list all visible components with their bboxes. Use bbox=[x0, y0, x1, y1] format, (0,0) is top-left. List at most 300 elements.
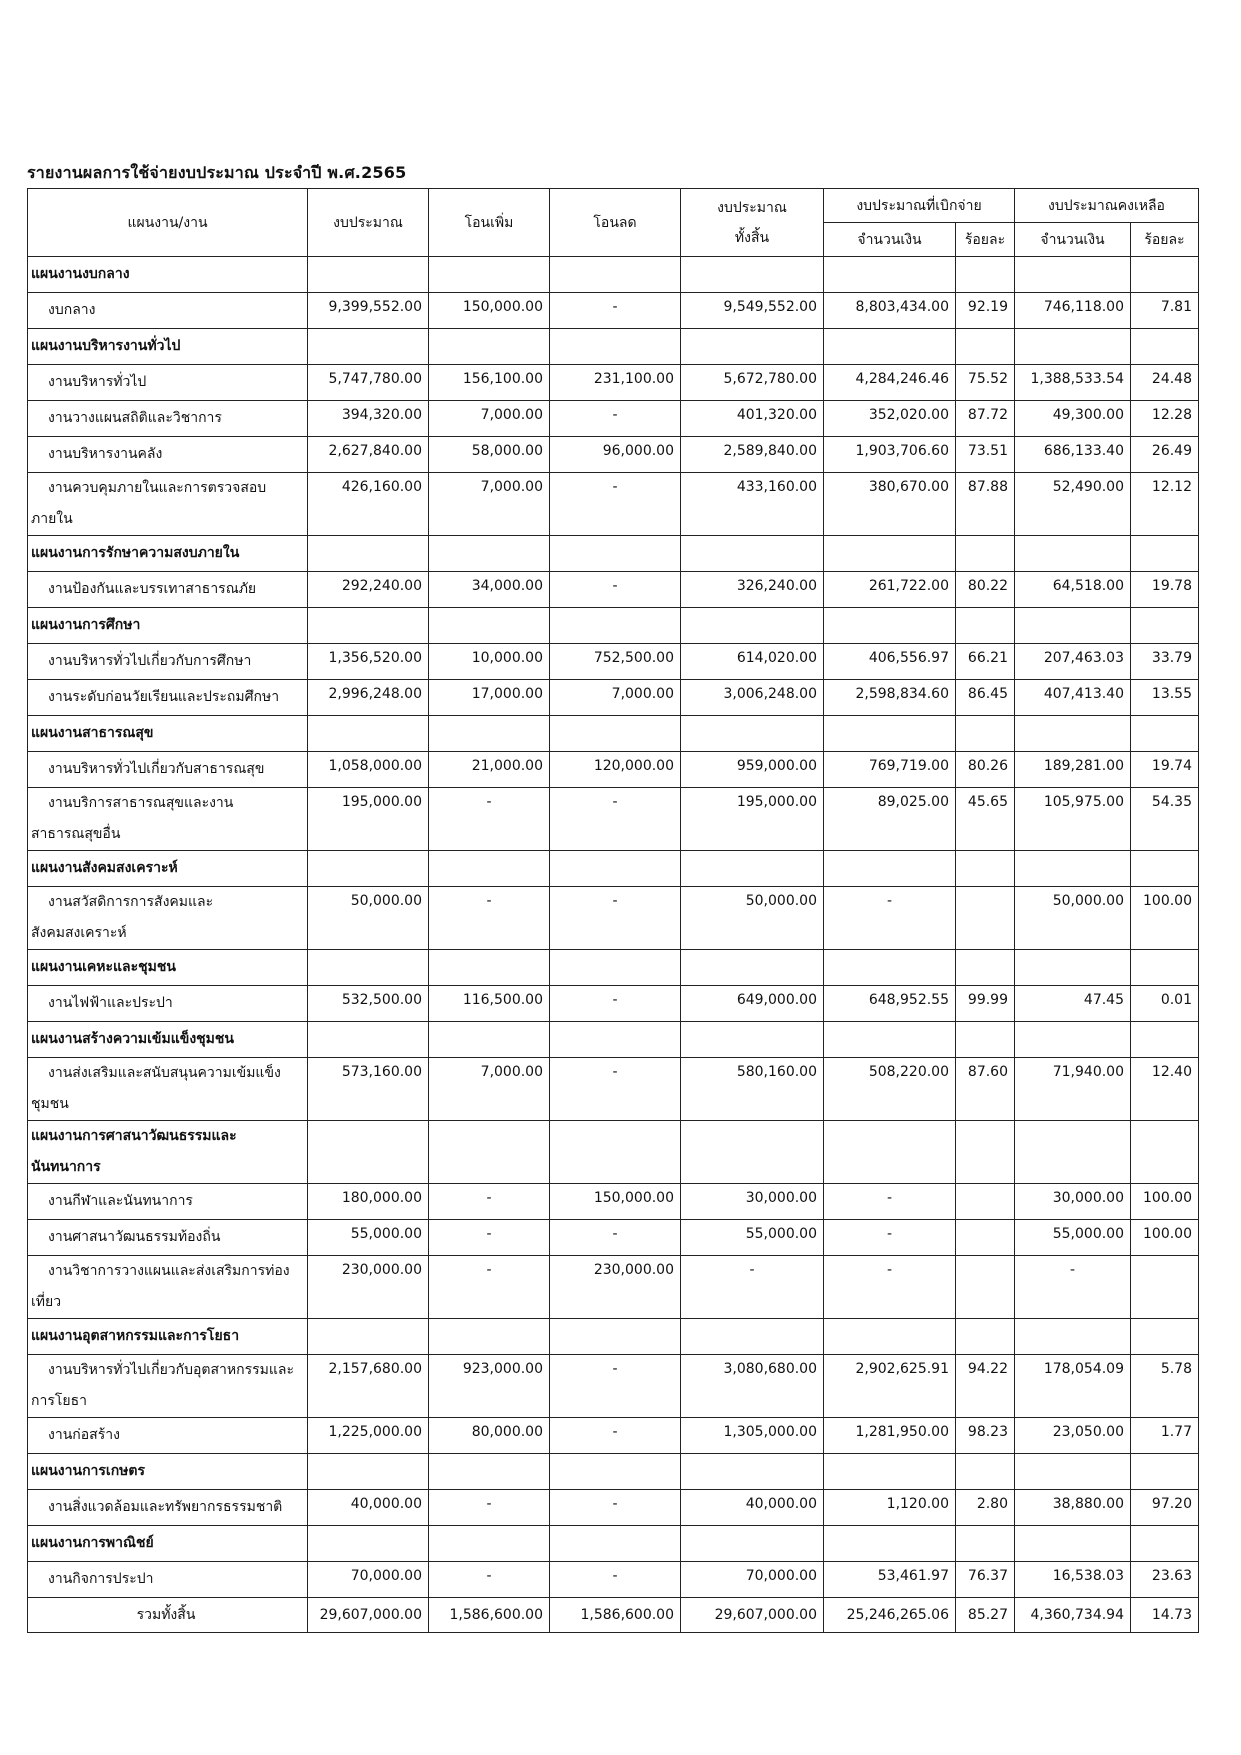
task-name: งานวิชาการวางแผนและส่งเสริมการท่องเที่ยว bbox=[28, 1256, 308, 1319]
task-row bbox=[28, 644, 1199, 680]
cell-transfer-in bbox=[429, 716, 550, 752]
cell-remaining-amount: 71,940.00 bbox=[1015, 1058, 1131, 1121]
task-row bbox=[28, 1562, 1199, 1598]
cell-disbursed-amount: 4,284,246.46 bbox=[824, 365, 956, 401]
cell-disbursed-percent: 87.72 bbox=[956, 401, 1015, 437]
cell-disbursed-percent: 2.80 bbox=[956, 1490, 1015, 1526]
cell-remaining-percent: 5.78 bbox=[1131, 1355, 1199, 1418]
cell-disbursed-percent: 92.19 bbox=[956, 293, 1015, 329]
cell-disbursed-amount: 8,803,434.00 bbox=[824, 293, 956, 329]
task-name: งานส่งเสริมและสนับสนุนความเข้มแข็งชุมชน bbox=[28, 1058, 308, 1121]
cell-remaining-percent bbox=[1131, 1121, 1199, 1184]
cell-transfer-out bbox=[550, 851, 681, 887]
cell-remaining-percent: 12.12 bbox=[1131, 473, 1199, 536]
cell-remaining-amount: 49,300.00 bbox=[1015, 401, 1131, 437]
plan-row bbox=[28, 608, 1199, 644]
cell-disbursed-percent bbox=[956, 1319, 1015, 1355]
task-name: งานกีฬาและนันทนาการ bbox=[28, 1184, 308, 1220]
task-row bbox=[28, 1418, 1199, 1454]
cell-remaining-percent bbox=[1131, 536, 1199, 572]
header-remaining: งบประมาณคงเหลือ bbox=[1015, 189, 1199, 223]
task-row bbox=[28, 1184, 1199, 1220]
plan-row bbox=[28, 1526, 1199, 1562]
cell-remaining-amount: 64,518.00 bbox=[1015, 572, 1131, 608]
cell-total-budget: 70,000.00 bbox=[681, 1562, 824, 1598]
cell-remaining-percent: 100.00 bbox=[1131, 887, 1199, 950]
task-name: งานบริหารทั่วไปเกี่ยวกับการศึกษา bbox=[28, 644, 308, 680]
cell-transfer-in bbox=[429, 851, 550, 887]
task-row bbox=[28, 1490, 1199, 1526]
cell-total-budget: 649,000.00 bbox=[681, 986, 824, 1022]
cell-remaining-amount: 55,000.00 bbox=[1015, 1220, 1131, 1256]
cell-budget: 2,627,840.00 bbox=[308, 437, 429, 473]
plan-name: แผนงานการพาณิชย์ bbox=[28, 1526, 308, 1562]
cell-transfer-out bbox=[550, 1121, 681, 1184]
cell-disbursed-percent bbox=[956, 950, 1015, 986]
cell-disbursed-percent: 45.65 bbox=[956, 788, 1015, 851]
cell-transfer-out: - bbox=[550, 401, 681, 437]
cell-remaining-amount bbox=[1015, 1121, 1131, 1184]
cell-transfer-in: - bbox=[429, 887, 550, 950]
cell-remaining-percent: 19.74 bbox=[1131, 752, 1199, 788]
task-name: งานศาสนาวัฒนธรรมท้องถิ่น bbox=[28, 1220, 308, 1256]
cell-budget: 180,000.00 bbox=[308, 1184, 429, 1220]
cell-remaining-amount: 30,000.00 bbox=[1015, 1184, 1131, 1220]
total-total-budget: 29,607,000.00 bbox=[681, 1598, 824, 1633]
header-row-top bbox=[28, 189, 1199, 223]
cell-disbursed-amount: - bbox=[824, 1220, 956, 1256]
cell-budget: 5,747,780.00 bbox=[308, 365, 429, 401]
cell-disbursed-percent: 94.22 bbox=[956, 1355, 1015, 1418]
cell-remaining-percent: 33.79 bbox=[1131, 644, 1199, 680]
cell-remaining-amount: 23,050.00 bbox=[1015, 1418, 1131, 1454]
cell-transfer-out: - bbox=[550, 788, 681, 851]
task-row bbox=[28, 887, 1199, 950]
cell-transfer-in bbox=[429, 950, 550, 986]
cell-total-budget bbox=[681, 716, 824, 752]
cell-disbursed-percent bbox=[956, 1454, 1015, 1490]
task-row bbox=[28, 437, 1199, 473]
cell-disbursed-percent bbox=[956, 1220, 1015, 1256]
task-name: งบกลาง bbox=[28, 293, 308, 329]
header-remaining-amount: จำนวนเงิน bbox=[1015, 223, 1131, 257]
cell-total-budget bbox=[681, 950, 824, 986]
cell-total-budget bbox=[681, 1319, 824, 1355]
cell-remaining-amount: 16,538.03 bbox=[1015, 1562, 1131, 1598]
plan-name: แผนงานงบกลาง bbox=[28, 257, 308, 293]
cell-budget bbox=[308, 329, 429, 365]
cell-remaining-amount bbox=[1015, 608, 1131, 644]
task-row bbox=[28, 1355, 1199, 1418]
cell-budget bbox=[308, 608, 429, 644]
cell-disbursed-percent bbox=[956, 1022, 1015, 1058]
header-disbursed: งบประมาณที่เบิกจ่าย bbox=[824, 189, 1015, 223]
cell-disbursed-amount bbox=[824, 1526, 956, 1562]
header-total-budget-line2: ทั้งสิ้น bbox=[734, 229, 770, 246]
cell-transfer-in: 21,000.00 bbox=[429, 752, 550, 788]
report-title: รายงานผลการใช้จ่ายงบประมาณ ประจำปี พ.ศ.2565 bbox=[27, 163, 407, 182]
cell-remaining-amount: 686,133.40 bbox=[1015, 437, 1131, 473]
cell-remaining-amount bbox=[1015, 1022, 1131, 1058]
task-name: งานไฟฟ้าและประปา bbox=[28, 986, 308, 1022]
cell-budget: 55,000.00 bbox=[308, 1220, 429, 1256]
cell-budget bbox=[308, 1319, 429, 1355]
cell-remaining-amount bbox=[1015, 1454, 1131, 1490]
cell-total-budget bbox=[681, 329, 824, 365]
cell-transfer-in: 116,500.00 bbox=[429, 986, 550, 1022]
cell-budget bbox=[308, 950, 429, 986]
task-row bbox=[28, 365, 1199, 401]
cell-budget: 2,157,680.00 bbox=[308, 1355, 429, 1418]
table-body bbox=[28, 257, 1199, 1598]
cell-total-budget bbox=[681, 1454, 824, 1490]
cell-disbursed-amount: - bbox=[824, 1256, 956, 1319]
plan-name: แผนงานเคหะและชุมชน bbox=[28, 950, 308, 986]
cell-disbursed-amount: - bbox=[824, 887, 956, 950]
cell-remaining-amount bbox=[1015, 950, 1131, 986]
cell-disbursed-amount: 89,025.00 bbox=[824, 788, 956, 851]
cell-disbursed-percent bbox=[956, 851, 1015, 887]
budget-table bbox=[27, 188, 1199, 1633]
cell-remaining-percent: 1.77 bbox=[1131, 1418, 1199, 1454]
header-disbursed-percent: ร้อยละ bbox=[956, 223, 1015, 257]
cell-disbursed-amount: 2,902,625.91 bbox=[824, 1355, 956, 1418]
cell-transfer-in bbox=[429, 1526, 550, 1562]
cell-disbursed-amount bbox=[824, 536, 956, 572]
task-name: งานบริหารงานคลัง bbox=[28, 437, 308, 473]
cell-total-budget bbox=[681, 851, 824, 887]
cell-remaining-percent bbox=[1131, 1454, 1199, 1490]
cell-total-budget: 2,589,840.00 bbox=[681, 437, 824, 473]
cell-disbursed-amount bbox=[824, 716, 956, 752]
cell-budget: 1,225,000.00 bbox=[308, 1418, 429, 1454]
cell-remaining-amount bbox=[1015, 1526, 1131, 1562]
cell-remaining-amount bbox=[1015, 716, 1131, 752]
cell-transfer-in: 58,000.00 bbox=[429, 437, 550, 473]
cell-budget: 1,058,000.00 bbox=[308, 752, 429, 788]
cell-disbursed-amount: 1,281,950.00 bbox=[824, 1418, 956, 1454]
total-row bbox=[28, 1598, 1199, 1633]
cell-transfer-out bbox=[550, 1526, 681, 1562]
cell-total-budget: 195,000.00 bbox=[681, 788, 824, 851]
cell-total-budget bbox=[681, 608, 824, 644]
cell-budget: 394,320.00 bbox=[308, 401, 429, 437]
cell-transfer-out bbox=[550, 536, 681, 572]
plan-name: แผนงานสร้างความเข้มแข็งชุมชน bbox=[28, 1022, 308, 1058]
plan-row bbox=[28, 1454, 1199, 1490]
cell-total-budget: 5,672,780.00 bbox=[681, 365, 824, 401]
cell-transfer-out: - bbox=[550, 986, 681, 1022]
cell-disbursed-amount: 352,020.00 bbox=[824, 401, 956, 437]
cell-total-budget bbox=[681, 1526, 824, 1562]
cell-disbursed-amount: 769,719.00 bbox=[824, 752, 956, 788]
cell-remaining-percent bbox=[1131, 716, 1199, 752]
cell-transfer-in: 156,100.00 bbox=[429, 365, 550, 401]
cell-disbursed-percent bbox=[956, 608, 1015, 644]
cell-remaining-percent bbox=[1131, 851, 1199, 887]
cell-total-budget bbox=[681, 536, 824, 572]
header-budget: งบประมาณ bbox=[308, 189, 429, 257]
cell-transfer-out: - bbox=[550, 1562, 681, 1598]
cell-transfer-out: - bbox=[550, 1355, 681, 1418]
cell-remaining-amount: 407,413.40 bbox=[1015, 680, 1131, 716]
cell-remaining-percent: 12.40 bbox=[1131, 1058, 1199, 1121]
plan-row bbox=[28, 1319, 1199, 1355]
cell-transfer-in bbox=[429, 1319, 550, 1355]
cell-budget bbox=[308, 716, 429, 752]
cell-disbursed-amount: 380,670.00 bbox=[824, 473, 956, 536]
header-plan: แผนงาน/งาน bbox=[28, 189, 308, 257]
task-name: งานระดับก่อนวัยเรียนและประถมศึกษา bbox=[28, 680, 308, 716]
cell-total-budget: 401,320.00 bbox=[681, 401, 824, 437]
cell-total-budget: 433,160.00 bbox=[681, 473, 824, 536]
header-transfer-out: โอนลด bbox=[550, 189, 681, 257]
header-remaining-percent: ร้อยละ bbox=[1131, 223, 1199, 257]
cell-remaining-amount bbox=[1015, 1319, 1131, 1355]
cell-disbursed-percent: 80.26 bbox=[956, 752, 1015, 788]
cell-transfer-out bbox=[550, 1022, 681, 1058]
cell-total-budget bbox=[681, 1121, 824, 1184]
cell-remaining-percent: 23.63 bbox=[1131, 1562, 1199, 1598]
cell-disbursed-percent: 87.60 bbox=[956, 1058, 1015, 1121]
cell-transfer-in: - bbox=[429, 1490, 550, 1526]
cell-transfer-in: 7,000.00 bbox=[429, 473, 550, 536]
cell-transfer-in: 17,000.00 bbox=[429, 680, 550, 716]
cell-transfer-in: 150,000.00 bbox=[429, 293, 550, 329]
plan-name: แผนงานการรักษาความสงบภายใน bbox=[28, 536, 308, 572]
task-name: งานบริหารทั่วไปเกี่ยวกับสาธารณสุข bbox=[28, 752, 308, 788]
cell-transfer-in bbox=[429, 1121, 550, 1184]
total-disbursed-amount: 25,246,265.06 bbox=[824, 1598, 956, 1633]
total-label: รวมทั้งสิ้น bbox=[28, 1598, 308, 1633]
cell-total-budget: - bbox=[681, 1256, 824, 1319]
cell-disbursed-amount bbox=[824, 1121, 956, 1184]
cell-transfer-out bbox=[550, 716, 681, 752]
cell-disbursed-amount bbox=[824, 608, 956, 644]
cell-remaining-amount: 178,054.09 bbox=[1015, 1355, 1131, 1418]
cell-transfer-in: 34,000.00 bbox=[429, 572, 550, 608]
cell-budget bbox=[308, 536, 429, 572]
cell-transfer-in: 80,000.00 bbox=[429, 1418, 550, 1454]
cell-disbursed-amount: 406,556.97 bbox=[824, 644, 956, 680]
cell-transfer-out bbox=[550, 1319, 681, 1355]
cell-transfer-out: 120,000.00 bbox=[550, 752, 681, 788]
cell-transfer-in: - bbox=[429, 1562, 550, 1598]
cell-budget: 2,996,248.00 bbox=[308, 680, 429, 716]
header-total-budget-line1: งบประมาณ bbox=[717, 199, 787, 216]
cell-disbursed-percent bbox=[956, 1526, 1015, 1562]
cell-total-budget: 40,000.00 bbox=[681, 1490, 824, 1526]
cell-total-budget: 30,000.00 bbox=[681, 1184, 824, 1220]
task-row bbox=[28, 986, 1199, 1022]
cell-total-budget: 326,240.00 bbox=[681, 572, 824, 608]
cell-transfer-in bbox=[429, 536, 550, 572]
cell-budget: 50,000.00 bbox=[308, 887, 429, 950]
header-transfer-in: โอนเพิ่ม bbox=[429, 189, 550, 257]
cell-disbursed-amount bbox=[824, 257, 956, 293]
cell-remaining-percent bbox=[1131, 950, 1199, 986]
cell-disbursed-percent: 73.51 bbox=[956, 437, 1015, 473]
cell-transfer-out: - bbox=[550, 1490, 681, 1526]
cell-remaining-amount: 207,463.03 bbox=[1015, 644, 1131, 680]
cell-disbursed-amount bbox=[824, 1319, 956, 1355]
task-row bbox=[28, 680, 1199, 716]
cell-transfer-out: 231,100.00 bbox=[550, 365, 681, 401]
cell-total-budget: 3,006,248.00 bbox=[681, 680, 824, 716]
cell-budget bbox=[308, 1454, 429, 1490]
cell-remaining-percent: 100.00 bbox=[1131, 1184, 1199, 1220]
cell-remaining-percent: 26.49 bbox=[1131, 437, 1199, 473]
cell-remaining-amount: 50,000.00 bbox=[1015, 887, 1131, 950]
cell-transfer-out: - bbox=[550, 1058, 681, 1121]
cell-transfer-in: - bbox=[429, 1220, 550, 1256]
plan-row bbox=[28, 851, 1199, 887]
cell-disbursed-percent bbox=[956, 536, 1015, 572]
cell-total-budget: 9,549,552.00 bbox=[681, 293, 824, 329]
cell-disbursed-amount: - bbox=[824, 1184, 956, 1220]
task-row bbox=[28, 572, 1199, 608]
plan-name: แผนงานการศาสนาวัฒนธรรมและนันทนาการ bbox=[28, 1121, 308, 1184]
cell-transfer-out: - bbox=[550, 572, 681, 608]
plan-name: แผนงานสังคมสงเคราะห์ bbox=[28, 851, 308, 887]
cell-remaining-percent: 24.48 bbox=[1131, 365, 1199, 401]
task-row bbox=[28, 1220, 1199, 1256]
cell-disbursed-percent bbox=[956, 887, 1015, 950]
cell-disbursed-percent bbox=[956, 1121, 1015, 1184]
task-name: งานป้องกันและบรรเทาสาธารณภัย bbox=[28, 572, 308, 608]
task-name: งานวางแผนสถิติและวิชาการ bbox=[28, 401, 308, 437]
cell-transfer-in: - bbox=[429, 1256, 550, 1319]
cell-remaining-amount bbox=[1015, 257, 1131, 293]
cell-disbursed-percent: 99.99 bbox=[956, 986, 1015, 1022]
cell-disbursed-percent: 76.37 bbox=[956, 1562, 1015, 1598]
cell-disbursed-percent bbox=[956, 257, 1015, 293]
cell-transfer-out: 752,500.00 bbox=[550, 644, 681, 680]
cell-remaining-percent bbox=[1131, 1526, 1199, 1562]
task-row bbox=[28, 1256, 1199, 1319]
cell-disbursed-percent: 87.88 bbox=[956, 473, 1015, 536]
cell-budget: 573,160.00 bbox=[308, 1058, 429, 1121]
cell-disbursed-percent: 98.23 bbox=[956, 1418, 1015, 1454]
task-name: งานบริหารทั่วไป bbox=[28, 365, 308, 401]
cell-disbursed-amount: 508,220.00 bbox=[824, 1058, 956, 1121]
cell-disbursed-amount bbox=[824, 1454, 956, 1490]
cell-budget bbox=[308, 1121, 429, 1184]
task-name: งานสิ่งแวดล้อมและทรัพยากรธรรมชาติ bbox=[28, 1490, 308, 1526]
cell-transfer-out bbox=[550, 329, 681, 365]
cell-transfer-in: - bbox=[429, 1184, 550, 1220]
cell-transfer-out: - bbox=[550, 1220, 681, 1256]
cell-disbursed-amount: 648,952.55 bbox=[824, 986, 956, 1022]
cell-remaining-percent: 54.35 bbox=[1131, 788, 1199, 851]
plan-row bbox=[28, 257, 1199, 293]
cell-transfer-in bbox=[429, 1454, 550, 1490]
cell-remaining-amount bbox=[1015, 536, 1131, 572]
plan-name: แผนงานสาธารณสุข bbox=[28, 716, 308, 752]
cell-transfer-out bbox=[550, 1454, 681, 1490]
cell-transfer-out bbox=[550, 950, 681, 986]
cell-disbursed-amount: 53,461.97 bbox=[824, 1562, 956, 1598]
plan-name: แผนงานการศึกษา bbox=[28, 608, 308, 644]
cell-budget bbox=[308, 257, 429, 293]
cell-remaining-amount: 47.45 bbox=[1015, 986, 1131, 1022]
cell-total-budget: 3,080,680.00 bbox=[681, 1355, 824, 1418]
cell-budget: 532,500.00 bbox=[308, 986, 429, 1022]
cell-remaining-percent bbox=[1131, 1256, 1199, 1319]
cell-disbursed-amount: 1,903,706.60 bbox=[824, 437, 956, 473]
cell-remaining-amount: 105,975.00 bbox=[1015, 788, 1131, 851]
cell-remaining-amount: - bbox=[1015, 1256, 1131, 1319]
cell-budget: 40,000.00 bbox=[308, 1490, 429, 1526]
cell-disbursed-amount: 2,598,834.60 bbox=[824, 680, 956, 716]
cell-transfer-out: 230,000.00 bbox=[550, 1256, 681, 1319]
task-row bbox=[28, 293, 1199, 329]
cell-budget bbox=[308, 1022, 429, 1058]
task-name: งานกิจการประปา bbox=[28, 1562, 308, 1598]
cell-transfer-out: - bbox=[550, 1418, 681, 1454]
task-row bbox=[28, 788, 1199, 851]
cell-remaining-percent: 7.81 bbox=[1131, 293, 1199, 329]
total-budget: 29,607,000.00 bbox=[308, 1598, 429, 1633]
cell-budget bbox=[308, 1526, 429, 1562]
cell-transfer-out: 7,000.00 bbox=[550, 680, 681, 716]
cell-transfer-out bbox=[550, 257, 681, 293]
cell-remaining-percent: 0.01 bbox=[1131, 986, 1199, 1022]
cell-disbursed-percent: 80.22 bbox=[956, 572, 1015, 608]
header-disbursed-amount: จำนวนเงิน bbox=[824, 223, 956, 257]
plan-row bbox=[28, 950, 1199, 986]
cell-remaining-amount: 1,388,533.54 bbox=[1015, 365, 1131, 401]
plan-row bbox=[28, 1121, 1199, 1184]
cell-transfer-out bbox=[550, 608, 681, 644]
cell-disbursed-amount bbox=[824, 950, 956, 986]
task-name: งานก่อสร้าง bbox=[28, 1418, 308, 1454]
cell-disbursed-amount bbox=[824, 329, 956, 365]
cell-remaining-percent: 12.28 bbox=[1131, 401, 1199, 437]
task-name: งานสวัสดิการการสังคมและสังคมสงเคราะห์ bbox=[28, 887, 308, 950]
cell-total-budget: 580,160.00 bbox=[681, 1058, 824, 1121]
cell-remaining-amount: 189,281.00 bbox=[1015, 752, 1131, 788]
total-remaining-percent: 14.73 bbox=[1131, 1598, 1199, 1633]
cell-remaining-amount: 38,880.00 bbox=[1015, 1490, 1131, 1526]
cell-disbursed-percent bbox=[956, 1256, 1015, 1319]
cell-budget: 292,240.00 bbox=[308, 572, 429, 608]
task-row bbox=[28, 473, 1199, 536]
cell-total-budget bbox=[681, 1022, 824, 1058]
task-name: งานบริการสาธารณสุขและงานสาธารณสุขอื่น bbox=[28, 788, 308, 851]
cell-remaining-percent: 100.00 bbox=[1131, 1220, 1199, 1256]
cell-remaining-percent bbox=[1131, 257, 1199, 293]
total-transfer-out: 1,586,600.00 bbox=[550, 1598, 681, 1633]
cell-remaining-percent: 97.20 bbox=[1131, 1490, 1199, 1526]
cell-remaining-percent bbox=[1131, 1022, 1199, 1058]
cell-disbursed-amount: 1,120.00 bbox=[824, 1490, 956, 1526]
cell-budget: 230,000.00 bbox=[308, 1256, 429, 1319]
cell-transfer-out: 150,000.00 bbox=[550, 1184, 681, 1220]
cell-remaining-amount: 746,118.00 bbox=[1015, 293, 1131, 329]
cell-remaining-percent: 19.78 bbox=[1131, 572, 1199, 608]
cell-disbursed-percent: 75.52 bbox=[956, 365, 1015, 401]
cell-total-budget: 614,020.00 bbox=[681, 644, 824, 680]
plan-row bbox=[28, 536, 1199, 572]
plan-name: แผนงานบริหารงานทั่วไป bbox=[28, 329, 308, 365]
task-name: งานควบคุมภายในและการตรวจสอบภายใน bbox=[28, 473, 308, 536]
cell-disbursed-percent: 86.45 bbox=[956, 680, 1015, 716]
cell-disbursed-amount bbox=[824, 851, 956, 887]
cell-transfer-in bbox=[429, 257, 550, 293]
task-row bbox=[28, 401, 1199, 437]
total-transfer-in: 1,586,600.00 bbox=[429, 1598, 550, 1633]
